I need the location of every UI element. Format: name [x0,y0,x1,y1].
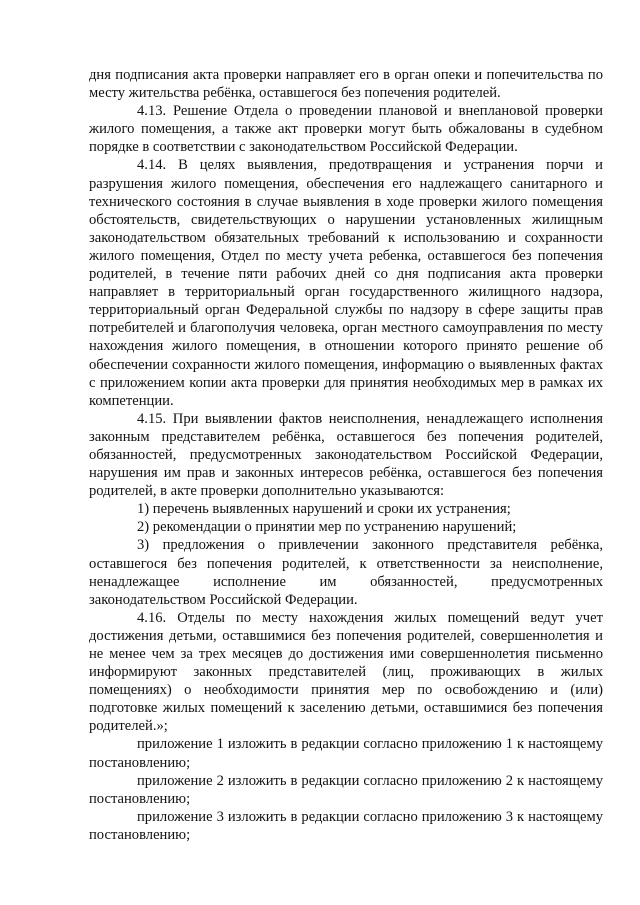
appendix-1-amendment: приложение 1 изложить в редакции согласно приложению 1 к настоящему постановлению; [89,736,603,771]
appendix-3-amendment: приложение 3 изложить в редакции согласно приложению 3 к настоящему постановлению; [89,808,603,843]
appendix-2-amendment: приложение 2 изложить в редакции согласно приложению 2 к настоящему постановлению; [89,772,603,807]
paragraph-continuation: дня подписания акта проверки направляет его в орган опеки и попечительства по месту жительства ребёнка, оставшегося без попечения родителей. [89,67,603,102]
list-item-1: 1) перечень выявленных нарушений и сроки их устранения; [137,501,511,518]
list-item-2: 2) рекомендации о принятии мер по устранению нарушений; [137,519,517,536]
paragraph-4-15: 4.15. При выявлении фактов неисполнения, ненадлежащего исполнения законным представителем ребёнка, оставшегося без попечения родителей, обязанностей, предусмотренных законодательством Российской Федерации, нарушения им прав и законных интересов ребёнка, оставшегося без попечения родителей, в акте проверки дополнительно указываются: [89,410,603,500]
document-page [89,66,603,844]
paragraph-4-14: 4.14. В целях выявления, предотвращения и устранения порчи и разрушения жилого помещения, обеспечения его надлежащего санитарного и технического состояния в случае выявления в ходе проверки жилого помещения обстоятельств, свидетельствующих о нарушении установленных жилищным законодательством обязательных требований к использованию и сохранности жилого помещения, Отдел по месту учета ребенка, оставшегося без попечения родителей, в течение пяти рабочих дней со дня подписания акта проверки направляет в территориальный орган государственного жилищного надзора, территориальный орган Федеральной службы по надзору в сфере защиты прав потребителей и благополучия человека, орган местного самоуправления по месту нахождения жилого помещения, в отношении которого принято решение об обеспечении сохранности жилого помещения, информацию о выявленных фактах с приложением копии акта проверки для принятия необходимых мер в рамках их компетенции. [89,157,603,409]
paragraph-4-16: 4.16. Отделы по месту нахождения жилых помещений ведут учет достижения детьми, оставшимися без попечения родителей, совершеннолетия и не менее чем за трех месяцев до достижения ими совершеннолетия письменно информируют законных представителей (лиц, проживающих в жилых помещениях) о необходимости принятия мер по освобождению и (или) подготовке жилых помещений к заселению детьми, оставшимися без попечения родителей.»; [89,609,603,735]
paragraph-4-13: 4.13. Решение Отдела о проведении плановой и внеплановой проверки жилого помещения, а также акт проверки могут быть обжалованы в судебном порядке в соответствии с законодательством Российской Федерации. [89,103,603,156]
list-item-3: 3) предложения о привлечении законного представителя ребёнка, оставшегося без попечения родителей, к ответственности за неисполнение, ненадлежащее исполнение им обязанностей, предусмотренных законодательством Российской Федерации. [89,537,603,608]
